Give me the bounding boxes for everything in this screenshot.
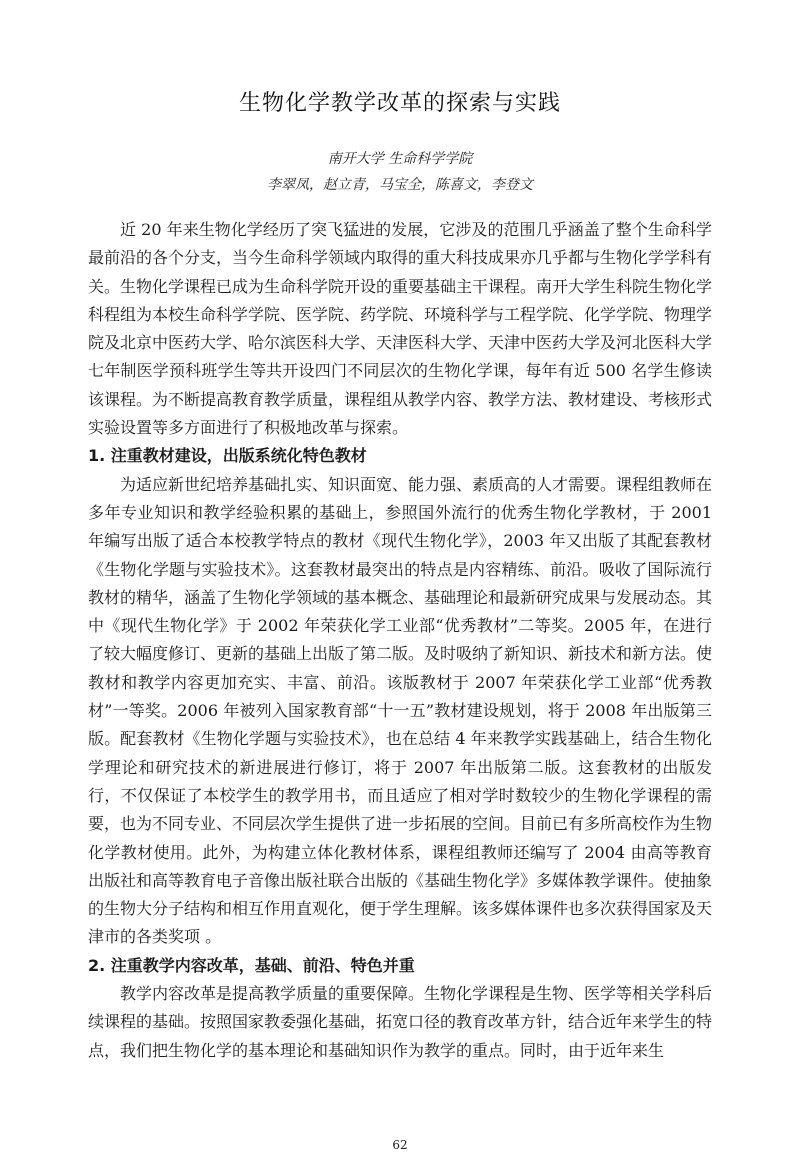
section-1-heading: 1. 注重教材建设，出版系统化特色教材 — [88, 446, 367, 466]
section-2-paragraph: 教学内容改革是提高教学质量的重要保障。生物化学课程是生物、医学等相关学科后续课程的基础。按照国家教委强化基础，拓宽口径的教育改革方针，结合近年来学生的特点，我们把生物化学的基本理论和基础知识作为教学的重点。同时，由于近年来生 — [88, 984, 713, 1060]
page-number: 62 — [392, 1138, 408, 1152]
section-2-heading: 2. 注重教学内容改革，基础、前沿、特色并重 — [88, 955, 415, 975]
intro-paragraph: 近 20 年来生物化学经历了突飞猛进的发展，它涉及的范围几乎涵盖了整个生命科学最前沿的各个分支，当今生命科学领域内取得的重大科技成果亦几乎都与生物化学学科有关。生物化学课程已成为生命科学院开设的重要基础主干课程。南开大学生科院生物化学科程组为本校生命科学学院、医学院、药学院、环境科学与工程学院、化学学院、物理学院及北京中医药大学、哈尔滨医科大学、天津医科大学、天津中医药大学及河北医科大学七年制医学预科班学生等共开设四门不同层次的生物化学课，每年有近 500 名学生修读该课程。为不断提高教育教学质量，课程组从教学内容、教学方法、教材建设、考核形式实验设置等多方面进行了积极地改革与探索。 — [88, 220, 713, 438]
page-title: 生物化学教学改革的探索与实践 — [238, 91, 561, 116]
affiliation: 南开大学 生命科学学院 — [327, 151, 473, 167]
article-body — [88, 216, 712, 1065]
section-1-paragraph: 为适应新世纪培养基础扎实、知识面宽、能力强、素质高的人才需要。课程组教师在多年专业知识和教学经验积累的基础上，参照国外流行的优秀生物化学教材，于 2001 年编写出版了适合本校教学特点的教材《现代生物化学》，2003 年又出版了其配套教材《生物化学题与实验技术》。这套教材最突出的特点是内容精练、前沿。吸收了国际流行教材的精华，涵盖了生物化学领域的基本概念、基础理论和最新研究成果与发展动态。其中《现代生物化学》于 2002 年荣获化学工业部“优秀教材”二等奖。2005 年，在进行了较大幅度修订、更新的基础上出版了第二版。及时吸纳了新知识、新技术和新方法。使教材和教学内容更加充实、丰富、前沿。该版教材于 2007 年荣获化学工业部“优秀教材”一等奖。2006 年被列入国家教育部“十一五”教材建设规划，将于 2008 年出版第三版。配套教材《生物化学题与实验技术》，也在总结 4 年来教学实践基础上，结合生物化学理论和研究技术的新进展进行修订，将于 2007 年出版第二版。这套教材的出版发行，不仅保证了本校学生的教学用书，而且适应了相对学时数较少的生物化学课程的需要，也为不同专业、不同层次学生提供了进一步拓展的空间。目前已有多所高校作为生物化学教材使用。此外，为构建立体化教材体系，课程组教师还编写了 2004 由高等教育出版社和高等教育电子音像出版社联合出版的《基础生物化学》多媒体教学课件。使抽象的生物大分子结构和相互作用直观化，便于学生理解。该多媒体课件也多次获得国家及天津市的各类奖项 。 — [88, 474, 713, 947]
author-list: 李翠凤，赵立青，马宝全，陈喜文，李登文 — [267, 177, 533, 193]
